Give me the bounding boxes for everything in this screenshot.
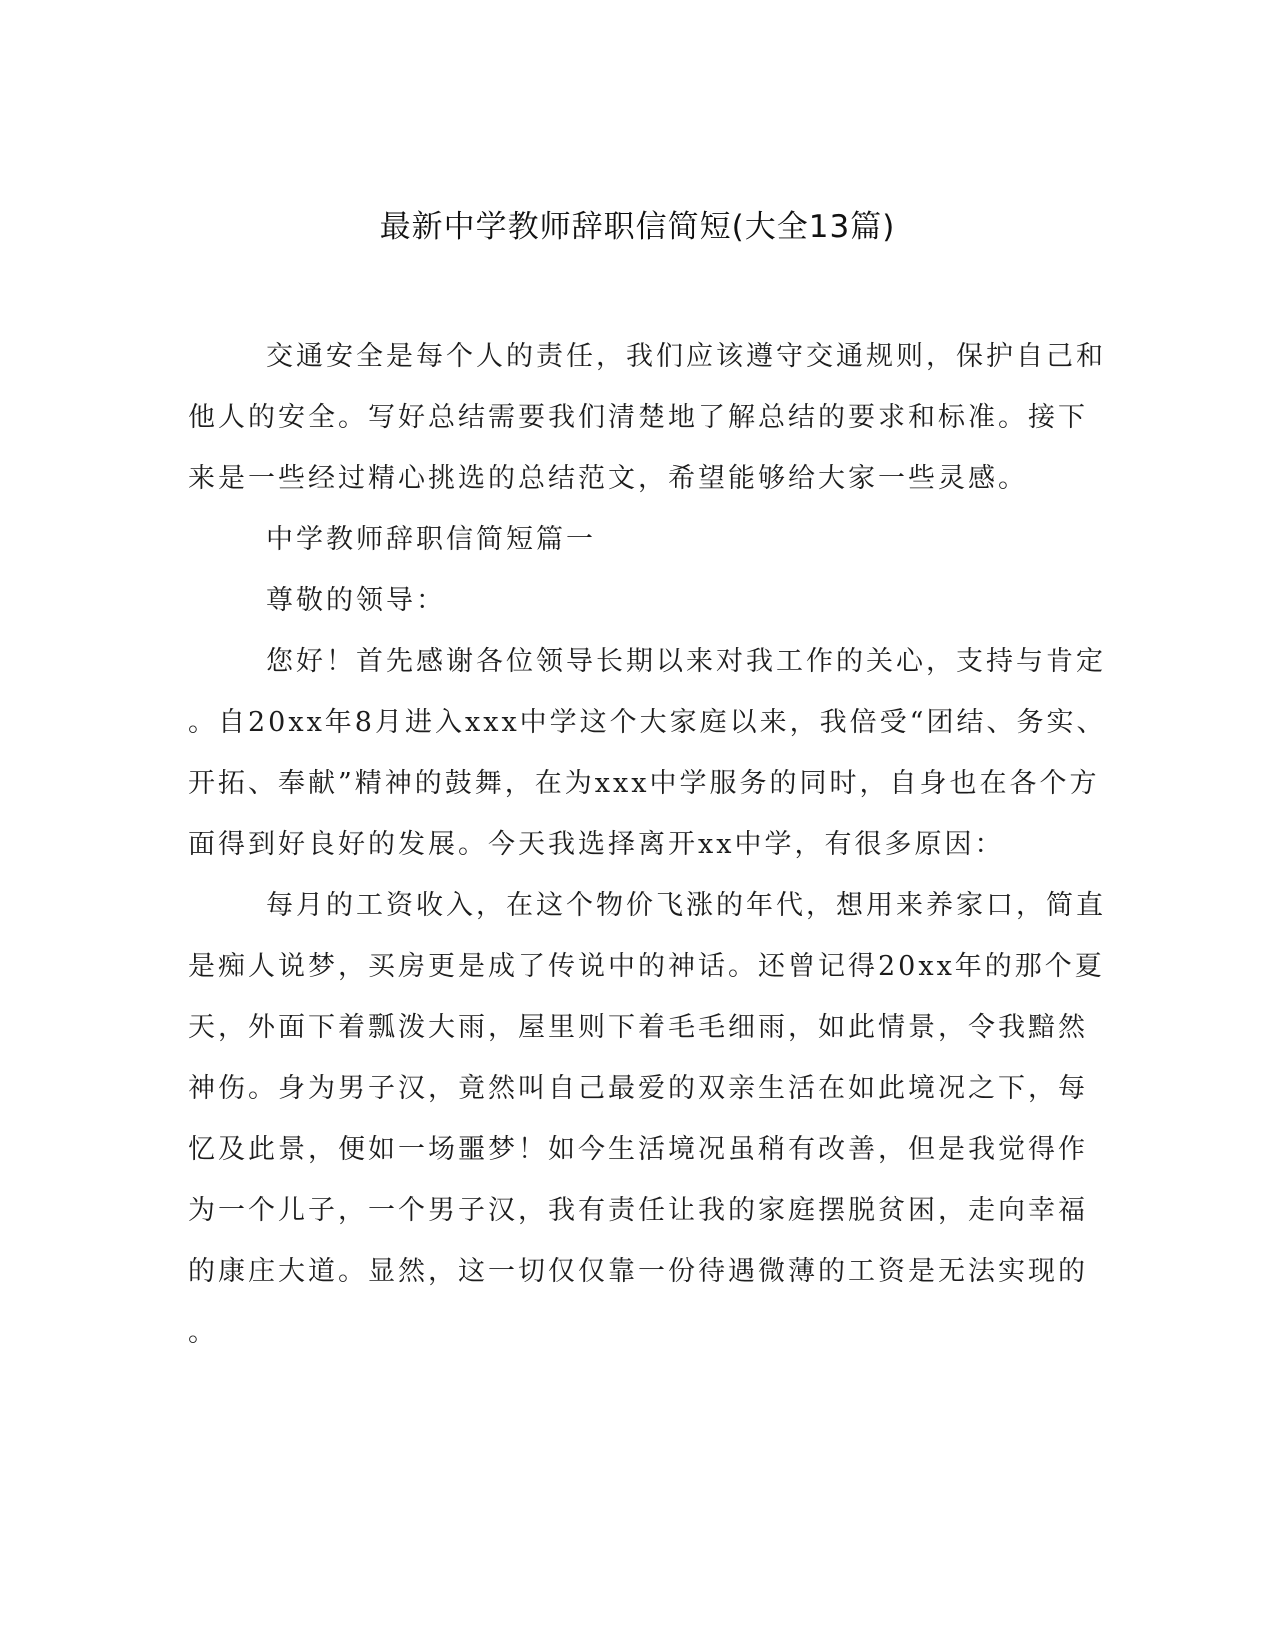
salutation: 尊敬的领导： — [266, 585, 446, 616]
paragraph-2-line-6: 为一个儿子，一个男子汉，我有责任让我的家庭摆脱贫困，走向幸福 — [188, 1195, 1088, 1226]
paragraph-1-line-2: 。自20xx年8月进入xxx中学这个大家庭以来，我倍受“团结、务实、 — [188, 707, 1107, 738]
paragraph-1-line-3: 开拓、奉献”精神的鼓舞，在为xxx中学服务的同时，自身也在各个方 — [188, 768, 1100, 799]
paragraph-2-line-3: 天，外面下着瓢泼大雨，屋里则下着毛毛细雨，如此情景，令我黯然 — [188, 1012, 1088, 1043]
paragraph-2-line-1: 每月的工资收入，在这个物价飞涨的年代，想用来养家口，简直 — [266, 890, 1106, 921]
intro-line-1: 交通安全是每个人的责任，我们应该遵守交通规则，保护自己和 — [266, 341, 1106, 372]
section-heading: 中学教师辞职信简短篇一 — [266, 524, 596, 555]
paragraph-2-line-8: 。 — [188, 1317, 218, 1348]
intro-line-3: 来是一些经过精心挑选的总结范文，希望能够给大家一些灵感。 — [188, 463, 1028, 494]
paragraph-2-line-2: 是痴人说梦，买房更是成了传说中的神话。还曾记得20xx年的那个夏 — [188, 951, 1105, 982]
intro-line-2: 他人的安全。写好总结需要我们清楚地了解总结的要求和标准。接下 — [188, 402, 1088, 433]
document-body — [188, 326, 1107, 1363]
paragraph-1-line-4: 面得到好良好的发展。今天我选择离开xx中学，有很多原因： — [188, 829, 1005, 860]
paragraph-2-line-7: 的康庄大道。显然，这一切仅仅靠一份待遇微薄的工资是无法实现的 — [188, 1256, 1088, 1287]
paragraph-2-line-4: 神伤。身为男子汉，竟然叫自己最爱的双亲生活在如此境况之下，每 — [188, 1073, 1088, 1104]
paragraph-1-line-1: 您好！首先感谢各位领导长期以来对我工作的关心，支持与肯定 — [266, 646, 1106, 677]
document-title: 最新中学教师辞职信简短(大全13篇) — [379, 209, 896, 245]
paragraph-2-line-5: 忆及此景，便如一场噩梦！如今生活境况虽稍有改善，但是我觉得作 — [188, 1134, 1088, 1165]
